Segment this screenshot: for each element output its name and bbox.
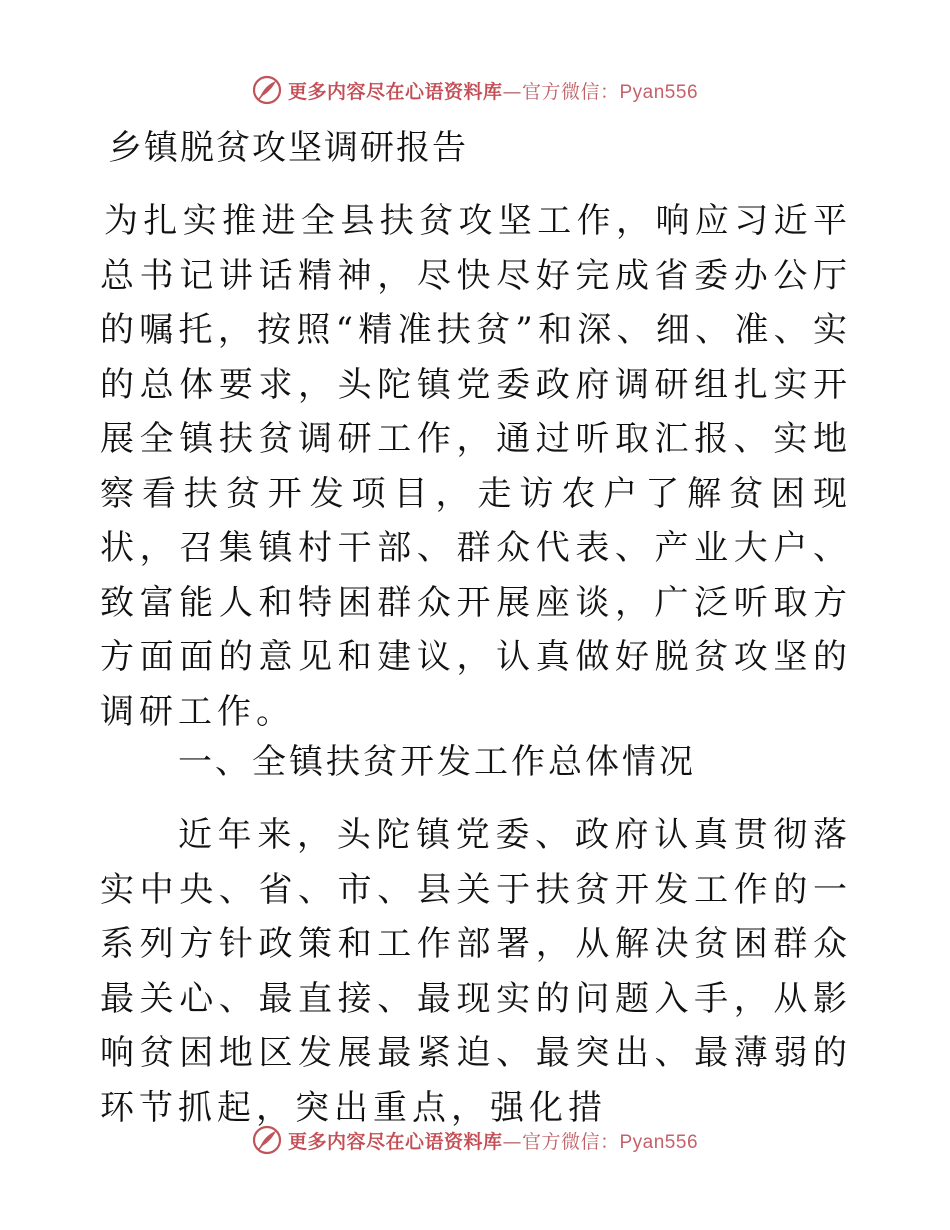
- quill-pen-logo-icon: [252, 75, 282, 105]
- intro-paragraph: 为扎实推进全县扶贫攻坚工作，响应习近平总书记讲话精神，尽快尽好完成省委办公厅的嘱托，按照“精准扶贫”和深、细、准、实的总体要求，头陀镇党委政府调研组扎实开展全镇扶贫调研工作，通过听取汇报、实地察看扶贫开发项目，走访农户了解贫困现状，召集镇村干部、群众代表、产业大户、致富能人和特困群众开展座谈，广泛听取方方面面的意见和建议，认真做好脱贫攻坚的调研工作。: [100, 201, 852, 732]
- document-title: 乡镇脱贫攻坚调研报告: [108, 128, 468, 168]
- watermark-wechat-label: 官方微信：: [521, 80, 620, 103]
- section-heading: 一、全镇扶贫开发工作总体情况: [178, 742, 696, 782]
- watermark-text: [288, 77, 698, 104]
- footer-watermark: [0, 1120, 950, 1160]
- watermark-wechat-id: Pyan556: [619, 1131, 699, 1153]
- watermark-text: [288, 1127, 698, 1154]
- header-watermark: [0, 70, 950, 110]
- watermark-wechat-id: Pyan556: [619, 81, 699, 103]
- watermark-wechat-label: 官方微信：: [521, 1130, 620, 1153]
- watermark-separator: —: [502, 80, 522, 103]
- watermark-separator: —: [502, 1130, 522, 1153]
- section-body-paragraph: 近年来，头陀镇党委、政府认真贯彻落实中央、省、市、县关于扶贫开发工作的一系列方针政策和工作部署，从解决贫困群众最关心、最直接、最现实的问题入手，从影响贫困地区发展最紧迫、最突出、最薄弱的环节抓起，突出重点，强化措: [100, 815, 852, 1128]
- watermark-brand: 更多内容尽在心语资料库: [287, 1130, 503, 1153]
- quill-pen-logo-icon: [252, 1125, 282, 1155]
- watermark-brand: 更多内容尽在心语资料库: [287, 80, 503, 103]
